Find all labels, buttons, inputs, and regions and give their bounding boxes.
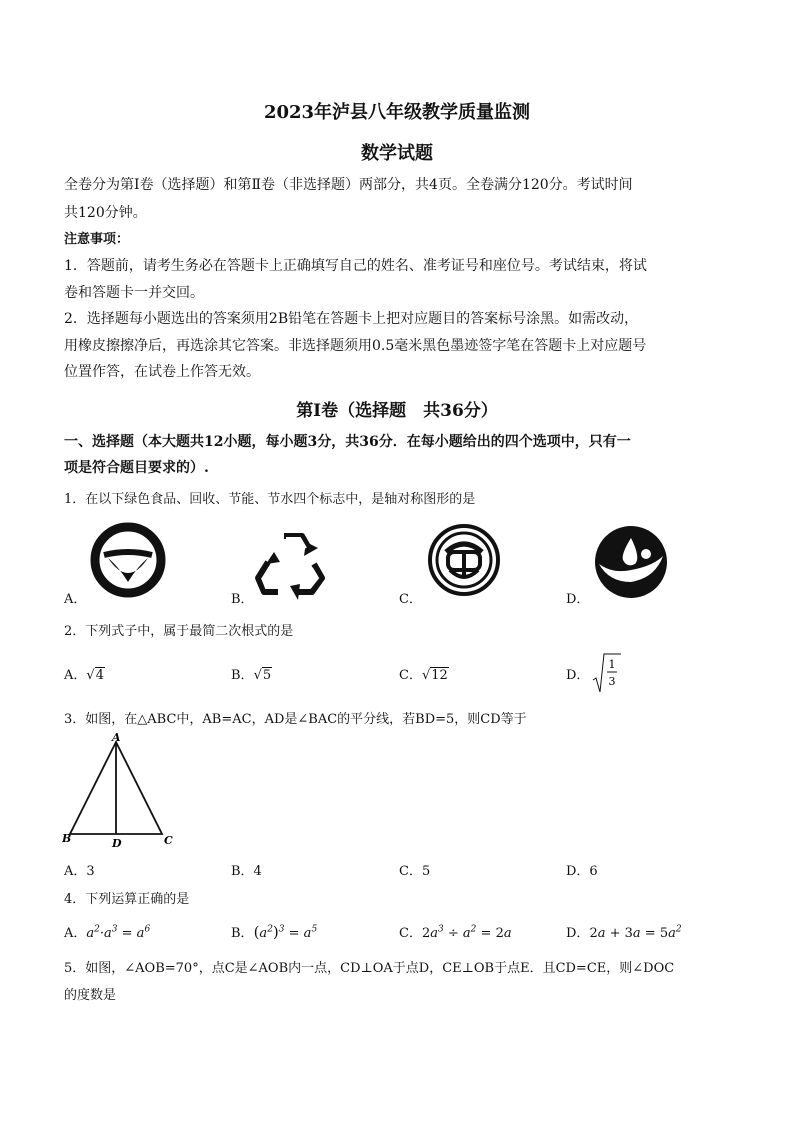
radicand: 12: [431, 668, 448, 683]
sqrt-sign: √: [86, 668, 95, 683]
page-title: 2023年泸县八年级教学质量监测: [263, 102, 531, 123]
fraction-denominator: 3: [608, 675, 616, 688]
energy-saving-logo-icon: [426, 522, 502, 598]
section-1-instructions-line-1: 一、选择题（本大题共12小题，每小题3分，共36分．在每小题给出的四个选项中，只有一: [64, 434, 631, 450]
q4-option-a[interactable]: A．$a^2\cdot a^3 = a^6$: [64, 924, 151, 941]
question-3-stem: 3．如图，在△ABC中，AB=AC，AD是∠BAC的平分线，若BD=5，则CD等于: [64, 712, 527, 727]
notes-item-2-line-1: 2．选择题每小题选出的答案须用2B铅笔在答题卡上把对应题目的答案标号涂黑。如需改动，: [64, 311, 639, 327]
notes-item-2-line-3: 位置作答，在试卷上作答无效。: [64, 364, 260, 380]
question-2-stem: 2．下列式子中，属于最简二次根式的是: [64, 624, 294, 639]
green-food-logo-icon: [90, 522, 166, 598]
q4-option-b[interactable]: B．$(a^2)^3 = a^5$: [231, 923, 318, 941]
q1-option-c[interactable]: C．: [399, 592, 422, 607]
question-1-stem: 1．在以下绿色食品、回收、节能、节水四个标志中，是轴对称图形的是: [64, 492, 476, 507]
sqrt-sign: √: [421, 668, 431, 683]
q2-option-a[interactable]: [64, 664, 105, 683]
vertex-label-c: C: [164, 834, 173, 847]
question-5-stem-line-2: 的度数是: [64, 988, 117, 1003]
question-5-stem-line-1: 5．如图，∠AOB=70°，点C是∠AOB内一点，CD⊥OA于点D，CE⊥OB于点E．且CD=CE，则∠DOC: [64, 961, 675, 976]
section-1-title: 第Ⅰ卷（选择题 共36分）: [296, 401, 498, 421]
section-1-instructions-line-2: 项是符合题目要求的）.: [64, 460, 209, 476]
intro-line-1: 全卷分为第Ⅰ卷（选择题）和第Ⅱ卷（非选择题）两部分，共4页。全卷满分120分。考试时间: [64, 177, 633, 193]
intro-line-2: 共120分钟。: [64, 205, 147, 221]
q4-option-c[interactable]: C．$2a^3 \div a^2 = 2a$: [399, 924, 512, 941]
notes-heading: 注意事项：: [64, 232, 130, 247]
q3-option-b[interactable]: B．4: [231, 864, 262, 879]
question-4-stem: 4．下列运算正确的是: [64, 892, 190, 907]
radicand: 5: [262, 668, 272, 683]
q1-option-b[interactable]: B．: [231, 592, 254, 607]
page-subtitle: 数学试题: [361, 143, 433, 164]
vertex-label-d: D: [112, 837, 122, 850]
option-label: B．: [231, 926, 254, 941]
sqrt-sign: √: [253, 668, 262, 683]
q2-option-c[interactable]: [399, 664, 449, 683]
q2-option-d[interactable]: [566, 664, 589, 683]
option-label: D．: [566, 668, 590, 683]
vertex-label-a: A: [112, 731, 121, 744]
notes-item-2-line-2: 用橡皮擦擦净后，再选涂其它答案。非选择题须用0.5毫米黑色墨迹签字笔在答题卡上对应题号: [64, 338, 647, 354]
q3-option-d[interactable]: D．6: [566, 864, 598, 879]
notes-item-1-line-1: 1．答题前，请考生务必在答题卡上正确填写自己的姓名、准考证号和座位号。考试结束，将试: [64, 258, 647, 274]
option-label: A．: [64, 668, 87, 683]
fraction-numerator: 1: [608, 658, 616, 671]
radicand: 4: [95, 668, 104, 683]
q2-option-b[interactable]: [231, 664, 272, 683]
q4-option-d[interactable]: D．$2a + 3a = 5a^2$: [566, 924, 682, 941]
triangle-abc-figure: [62, 730, 178, 850]
q1-option-d[interactable]: D．: [566, 592, 590, 607]
q3-option-c[interactable]: C．5: [399, 864, 431, 879]
option-label: D．: [566, 926, 590, 941]
option-label: C．: [399, 926, 422, 941]
q1-option-a[interactable]: A．: [64, 592, 87, 607]
option-label: A．: [64, 926, 87, 941]
water-saving-logo-icon: [593, 524, 669, 600]
sqrt-fraction-one-third: [592, 650, 622, 694]
option-label: C．: [399, 668, 422, 683]
vertex-label-b: B: [62, 832, 72, 845]
option-label: B．: [231, 668, 254, 683]
recycle-logo-icon: [254, 526, 330, 602]
q3-option-a[interactable]: A．3: [64, 864, 95, 879]
notes-item-1-line-2: 卷和答题卡一并交回。: [64, 285, 204, 301]
